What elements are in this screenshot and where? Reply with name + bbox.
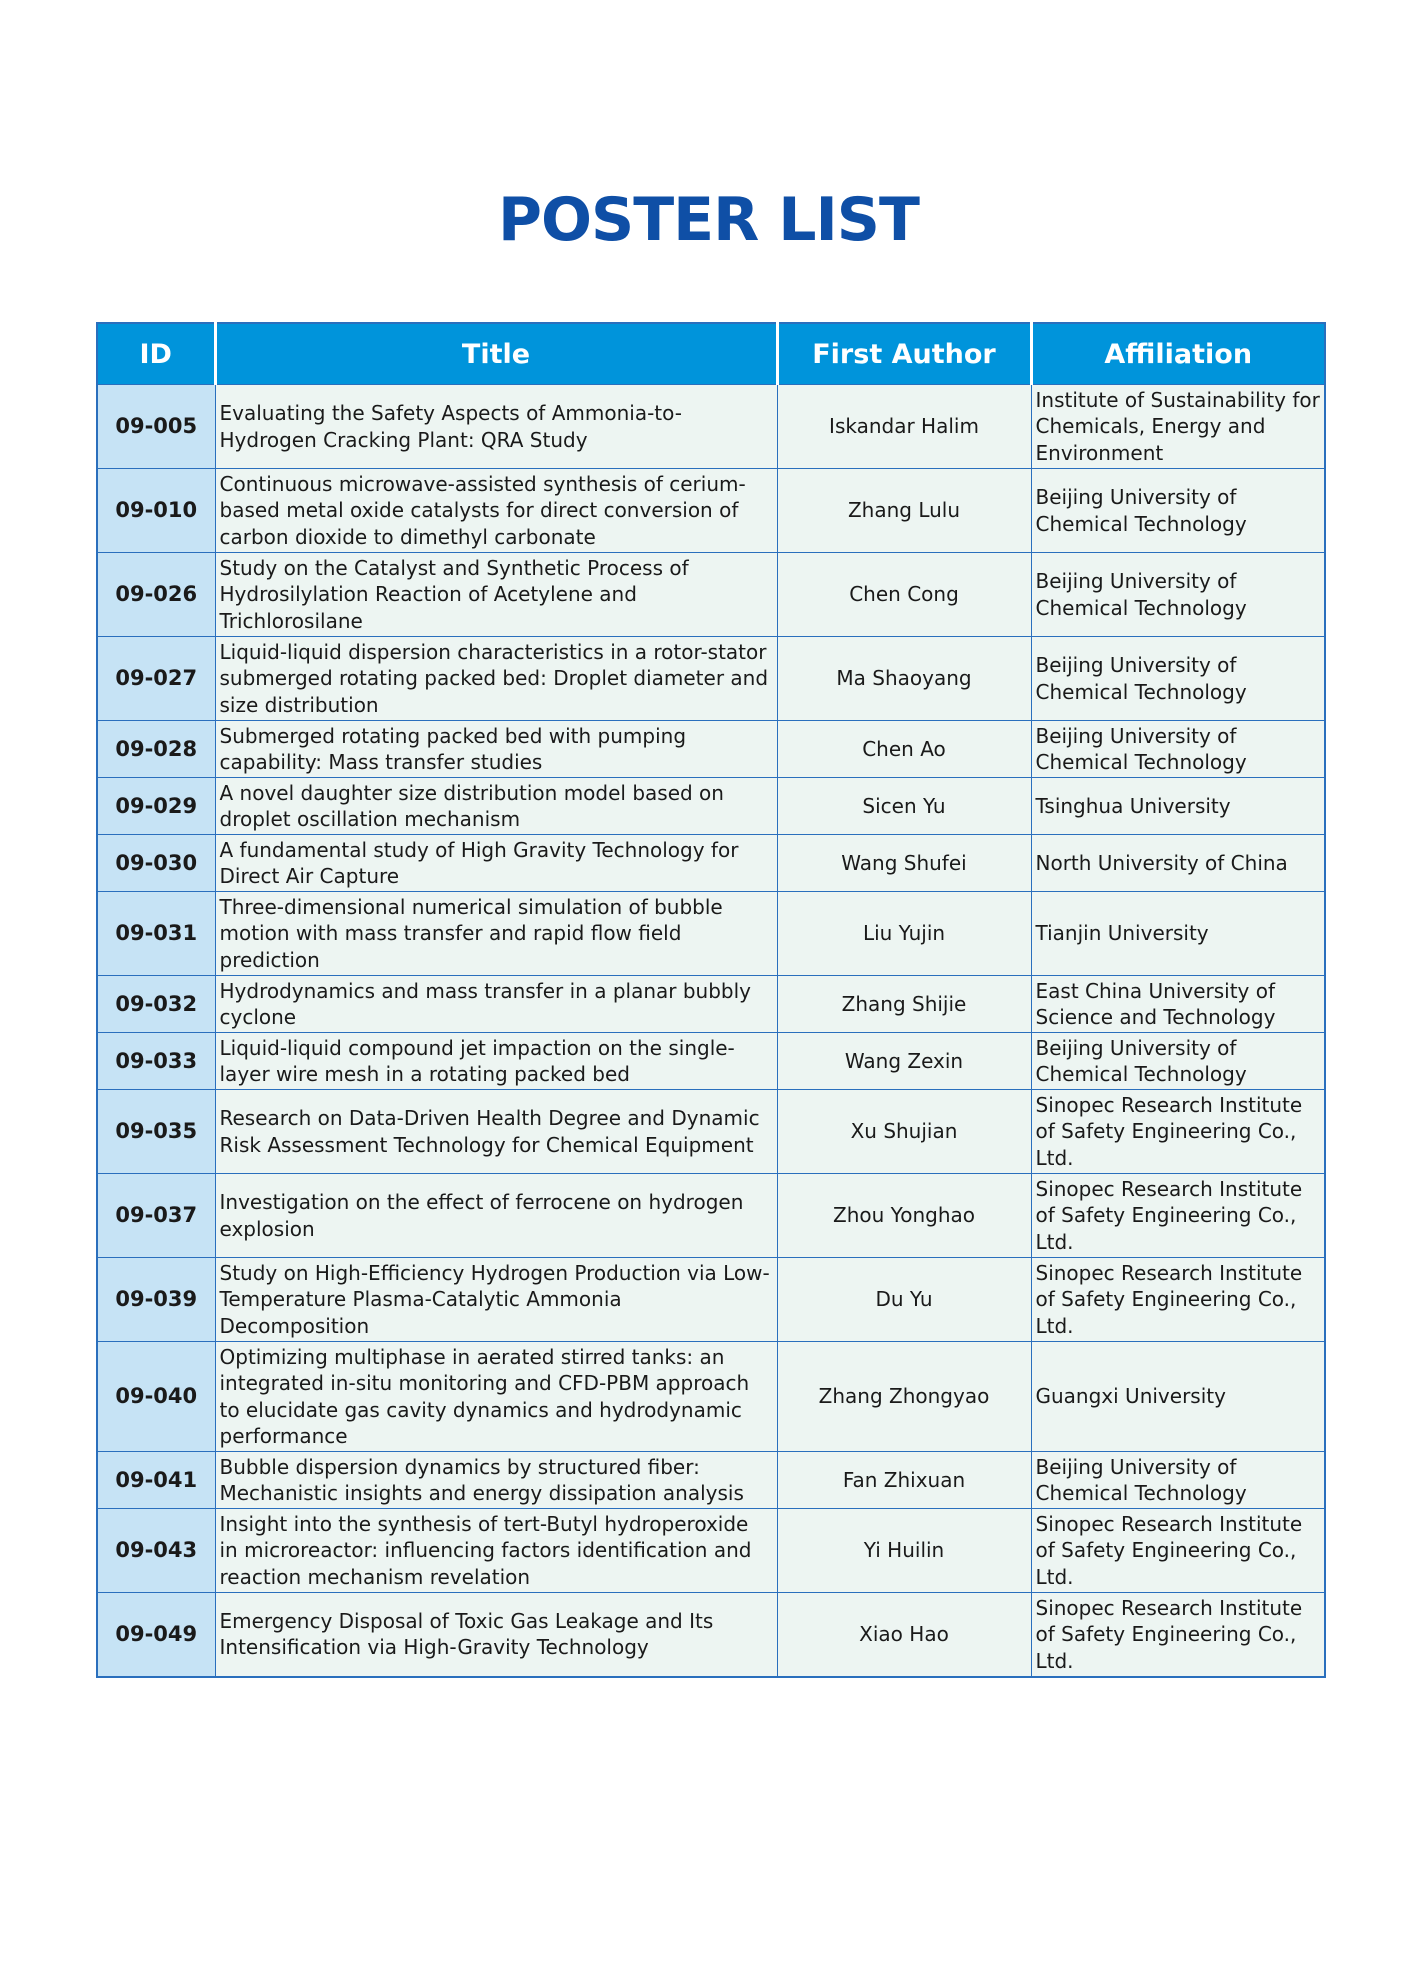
- table-row: [97, 553, 1325, 637]
- poster-id-cell: 09-030: [97, 835, 215, 892]
- poster-id-cell: 09-043: [97, 1509, 215, 1593]
- table-row: [97, 1090, 1325, 1174]
- table-row: [97, 385, 1325, 469]
- poster-title-cell: Emergency Disposal of Toxic Gas Leakage and Its Intensification via High-Gravity Technology: [215, 1593, 777, 1677]
- poster-id-cell: 09-041: [97, 1452, 215, 1509]
- affiliation-cell: Sinopec Research Institute of Safety Engineering Co., Ltd.: [1031, 1593, 1325, 1677]
- affiliation-cell: East China University of Science and Technology: [1031, 976, 1325, 1033]
- poster-title-cell: Insight into the synthesis of tert-Butyl hydroperoxide in microreactor: influencing factors identification and reaction mechanism revelation: [215, 1509, 777, 1593]
- poster-id-cell: 09-029: [97, 778, 215, 835]
- affiliation-cell: Sinopec Research Institute of Safety Engineering Co., Ltd.: [1031, 1258, 1325, 1342]
- first-author-cell: Chen Ao: [777, 721, 1031, 778]
- poster-id-cell: 09-040: [97, 1342, 215, 1452]
- affiliation-cell: Beijing University of Chemical Technology: [1031, 1452, 1325, 1509]
- table-row: [97, 835, 1325, 892]
- table-row: [97, 1342, 1325, 1452]
- affiliation-cell: Tianjin University: [1031, 892, 1325, 976]
- poster-title-cell: Liquid-liquid compound jet impaction on the single-layer wire mesh in a rotating packed bed: [215, 1033, 777, 1090]
- first-author-cell: Liu Yujin: [777, 892, 1031, 976]
- table-row: [97, 1452, 1325, 1509]
- affiliation-cell: Beijing University of Chemical Technology: [1031, 721, 1325, 778]
- table-row: [97, 1174, 1325, 1258]
- poster-id-cell: 09-005: [97, 385, 215, 469]
- table-row: [97, 469, 1325, 553]
- first-author-cell: Zhang Lulu: [777, 469, 1031, 553]
- affiliation-cell: Beijing University of Chemical Technology: [1031, 553, 1325, 637]
- poster-id-cell: 09-037: [97, 1174, 215, 1258]
- table-row: [97, 721, 1325, 778]
- table-row: [97, 778, 1325, 835]
- column-header-title: Title: [215, 323, 777, 385]
- poster-id-cell: 09-028: [97, 721, 215, 778]
- poster-title-cell: Study on High-Efficiency Hydrogen Production via Low-Temperature Plasma-Catalytic Ammonia Decomposition: [215, 1258, 777, 1342]
- table-row: [97, 637, 1325, 721]
- first-author-cell: Fan Zhixuan: [777, 1452, 1031, 1509]
- affiliation-cell: Tsinghua University: [1031, 778, 1325, 835]
- poster-id-cell: 09-039: [97, 1258, 215, 1342]
- table-row: [97, 892, 1325, 976]
- table-body: [97, 385, 1325, 1677]
- poster-title-cell: Optimizing multiphase in aerated stirred tanks: an integrated in-situ monitoring and CFD-PBM approach to elucidate gas cavity dynamics and hydrodynamic performance: [215, 1342, 777, 1452]
- affiliation-cell: North University of China: [1031, 835, 1325, 892]
- page-title: POSTER LIST: [498, 185, 919, 255]
- poster-title-cell: Submerged rotating packed bed with pumping capability: Mass transfer studies: [215, 721, 777, 778]
- first-author-cell: Ma Shaoyang: [777, 637, 1031, 721]
- table-row: [97, 1593, 1325, 1677]
- poster-id-cell: 09-010: [97, 469, 215, 553]
- poster-title-cell: Hydrodynamics and mass transfer in a planar bubbly cyclone: [215, 976, 777, 1033]
- first-author-cell: Xu Shujian: [777, 1090, 1031, 1174]
- column-header-id: ID: [97, 323, 215, 385]
- poster-title-cell: A fundamental study of High Gravity Technology for Direct Air Capture: [215, 835, 777, 892]
- column-header-affiliation: Affiliation: [1031, 323, 1325, 385]
- poster-id-cell: 09-049: [97, 1593, 215, 1677]
- first-author-cell: Chen Cong: [777, 553, 1031, 637]
- first-author-cell: Iskandar Halim: [777, 385, 1031, 469]
- poster-title-cell: Bubble dispersion dynamics by structured fiber: Mechanistic insights and energy dissipation analysis: [215, 1452, 777, 1509]
- poster-id-cell: 09-032: [97, 976, 215, 1033]
- poster-title-cell: Evaluating the Safety Aspects of Ammonia-to-Hydrogen Cracking Plant: QRA Study: [215, 385, 777, 469]
- first-author-cell: Zhang Zhongyao: [777, 1342, 1031, 1452]
- poster-id-cell: 09-027: [97, 637, 215, 721]
- poster-title-cell: Study on the Catalyst and Synthetic Process of Hydrosilylation Reaction of Acetylene and Trichlorosilane: [215, 553, 777, 637]
- table-row: [97, 976, 1325, 1033]
- affiliation-cell: Beijing University of Chemical Technology: [1031, 637, 1325, 721]
- poster-id-cell: 09-033: [97, 1033, 215, 1090]
- affiliation-cell: Beijing University of Chemical Technology: [1031, 469, 1325, 553]
- affiliation-cell: Guangxi University: [1031, 1342, 1325, 1452]
- first-author-cell: Xiao Hao: [777, 1593, 1031, 1677]
- first-author-cell: Wang Shufei: [777, 835, 1031, 892]
- first-author-cell: Sicen Yu: [777, 778, 1031, 835]
- poster-title-cell: Liquid-liquid dispersion characteristics in a rotor-stator submerged rotating packed bed: Droplet diameter and size distribution: [215, 637, 777, 721]
- first-author-cell: Yi Huilin: [777, 1509, 1031, 1593]
- table-header-row: [97, 323, 1325, 385]
- poster-id-cell: 09-035: [97, 1090, 215, 1174]
- first-author-cell: Wang Zexin: [777, 1033, 1031, 1090]
- table-row: [97, 1509, 1325, 1593]
- poster-title-cell: A novel daughter size distribution model based on droplet oscillation mechanism: [215, 778, 777, 835]
- poster-title-cell: Continuous microwave-assisted synthesis of cerium-based metal oxide catalysts for direct conversion of carbon dioxide to dimethyl carbonate: [215, 469, 777, 553]
- column-header-first-author: First Author: [777, 323, 1031, 385]
- first-author-cell: Zhang Shijie: [777, 976, 1031, 1033]
- poster-id-cell: 09-026: [97, 553, 215, 637]
- poster-title-cell: Investigation on the effect of ferrocene on hydrogen explosion: [215, 1174, 777, 1258]
- poster-title-cell: Three-dimensional numerical simulation of bubble motion with mass transfer and rapid flow field prediction: [215, 892, 777, 976]
- affiliation-cell: Institute of Sustainability for Chemicals, Energy and Environment: [1031, 385, 1325, 469]
- affiliation-cell: Sinopec Research Institute of Safety Engineering Co., Ltd.: [1031, 1090, 1325, 1174]
- affiliation-cell: Sinopec Research Institute of Safety Engineering Co., Ltd.: [1031, 1509, 1325, 1593]
- table-row: [97, 1033, 1325, 1090]
- affiliation-cell: Beijing University of Chemical Technology: [1031, 1033, 1325, 1090]
- first-author-cell: Zhou Yonghao: [777, 1174, 1031, 1258]
- first-author-cell: Du Yu: [777, 1258, 1031, 1342]
- affiliation-cell: Sinopec Research Institute of Safety Engineering Co., Ltd.: [1031, 1174, 1325, 1258]
- poster-table: [96, 322, 1326, 1678]
- poster-id-cell: 09-031: [97, 892, 215, 976]
- table-row: [97, 1258, 1325, 1342]
- poster-title-cell: Research on Data-Driven Health Degree and Dynamic Risk Assessment Technology for Chemical Equipment: [215, 1090, 777, 1174]
